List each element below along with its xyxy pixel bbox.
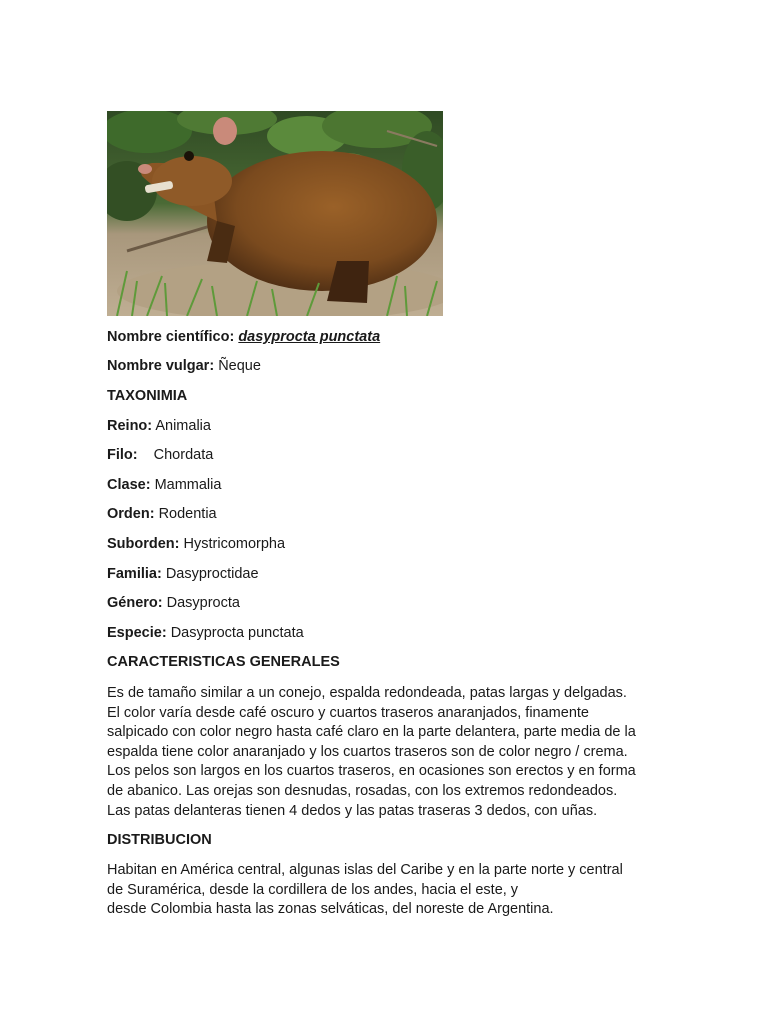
paragraph-line: Habitan en América central, algunas islas del Caribe y en la parte norte y central [107, 862, 623, 878]
taxonomy-heading: TAXONIMIA [107, 388, 188, 404]
taxonomy-value: Dasyprocta punctata [170, 625, 304, 641]
taxonomy-value: Mammalia [154, 477, 222, 493]
taxonomy-value: Chordata [153, 447, 214, 463]
common-name-value: Ñeque [218, 358, 261, 374]
taxonomy-value: Animalia [155, 418, 211, 434]
taxonomy-genero [107, 594, 240, 612]
paragraph-line: desde Colombia hasta las zonas selváticas, del noreste de Argentina. [107, 901, 554, 918]
paragraph-line: espalda tiene color anaranjado y los cuartos traseros son de color negro / crema. [107, 743, 628, 760]
distribution-heading: DISTRIBUCION [107, 832, 212, 848]
taxonomy-value: Dasyproctidae [165, 566, 259, 582]
taxonomy-reino [107, 417, 211, 435]
taxonomy-label: Reino: [107, 418, 153, 434]
paragraph-line: de abanico. Las orejas son desnudas, rosadas, con los extremos redondeados. [107, 782, 618, 799]
scientific-name-value: dasyprocta punctata [238, 329, 381, 345]
paragraph-line: de Suramérica, desde la cordillera de los andes, hacia el este, y [107, 881, 519, 898]
common-name-label: Nombre vulgar: [107, 358, 215, 374]
characteristics-heading: CARACTERISTICAS GENERALES [107, 654, 340, 670]
taxonomy-label: Orden: [107, 506, 155, 522]
taxonomy-label: Suborden: [107, 536, 180, 552]
paragraph-line: Las patas delanteras tienen 4 dedos y las patas traseras 3 dedos, con uñas. [107, 802, 598, 819]
taxonomy-familia [107, 565, 259, 583]
agouti-photo [107, 111, 443, 316]
document-page [107, 0, 667, 1024]
paragraph-line: Los pelos son largos en los cuartos traseros, en ocasiones son erectos y en forma [107, 763, 636, 780]
taxonomy-suborden [107, 535, 285, 553]
taxonomy-label: Especie: [107, 625, 167, 641]
paragraph-line: El color varía desde café oscuro y cuartos traseros anaranjados, finamente [107, 704, 589, 721]
taxonomy-label: Filo: [107, 447, 138, 463]
characteristics-paragraph [107, 684, 667, 821]
taxonomy-especie [107, 624, 304, 642]
paragraph-line: salpicado con color negro hasta café claro en la parte delantera, parte media de la [107, 724, 636, 741]
taxonomy-label: Familia: [107, 566, 162, 582]
taxonomy-value: Rodentia [158, 506, 217, 522]
taxonomy-label: Género: [107, 595, 163, 611]
paragraph-line: Es de tamaño similar a un conejo, espalda redondeada, patas largas y delgadas. [107, 685, 627, 701]
scientific-name-label: Nombre científico: [107, 329, 235, 345]
scientific-name-field [107, 328, 380, 346]
taxonomy-label: Clase: [107, 477, 151, 493]
taxonomy-orden [107, 505, 217, 523]
taxonomy-value: Hystricomorpha [183, 536, 286, 552]
taxonomy-clase [107, 476, 221, 494]
taxonomy-value: Dasyprocta [166, 595, 240, 611]
distribution-paragraph [107, 861, 667, 920]
common-name-field [107, 357, 261, 375]
taxonomy-filo [107, 446, 213, 464]
